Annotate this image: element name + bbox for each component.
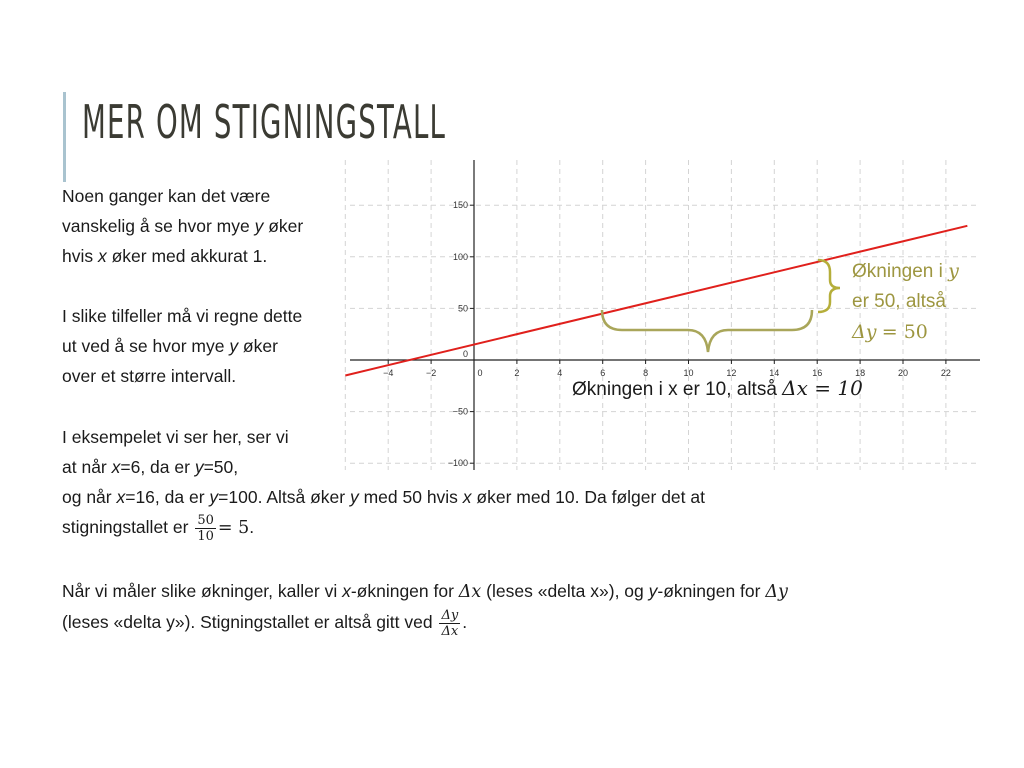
text-segment: =50, xyxy=(203,457,239,477)
fraction-denominator: 10 xyxy=(197,528,214,544)
math-expression: = 5 xyxy=(217,518,250,538)
x-tick-label: 12 xyxy=(726,368,737,378)
text-segment: I eksempelet vi ser her, ser vi xyxy=(62,427,289,447)
text-segment: -økningen for xyxy=(657,581,766,601)
math-variable: x xyxy=(97,246,107,266)
text-segment: stigningstallet er xyxy=(62,517,194,537)
y-tick-label: 100 xyxy=(452,251,468,262)
x-tick-label: 22 xyxy=(940,368,951,378)
y-tick-label: −50 xyxy=(452,406,468,417)
text-segment: . xyxy=(249,517,255,537)
x-tick-label: 4 xyxy=(557,368,563,378)
x-tick-label: 10 xyxy=(683,368,694,378)
text-segment: Noen ganger kan det være xyxy=(62,186,271,206)
text-segment: øker med 10. Da følger det at xyxy=(471,487,705,507)
dx-annotation xyxy=(572,376,863,401)
x-tick-label: 16 xyxy=(812,368,823,378)
text-segment: med 50 hvis xyxy=(358,487,463,507)
text-segment: ut ved å se hvor mye xyxy=(62,336,230,356)
x-tick-label: 0 xyxy=(477,368,483,378)
text-segment: øker xyxy=(238,336,278,356)
dy-brace xyxy=(818,260,840,312)
math-variable: y xyxy=(648,581,658,601)
math-variable: x xyxy=(462,487,472,507)
text-segment: øker xyxy=(263,216,304,236)
text-segment: =100. Altså øker xyxy=(218,487,350,507)
x-tick-label: −4 xyxy=(383,368,394,378)
y-tick-label: 150 xyxy=(452,200,468,211)
text-segment: over et større intervall. xyxy=(62,366,237,386)
dx-math: Δx = 10 xyxy=(782,376,863,400)
dy-line-2: er 50, altså xyxy=(852,291,946,312)
text-segment: og når xyxy=(62,487,117,507)
math-variable: y xyxy=(254,216,264,236)
text-segment: at når xyxy=(62,457,112,477)
y-tick-label: −100 xyxy=(447,458,468,469)
math-variable: x xyxy=(342,581,351,601)
math-variable: y xyxy=(209,487,219,507)
text-segment: =6, da er xyxy=(120,457,195,477)
x-tick-label: 6 xyxy=(600,368,606,378)
math-expression: Δx xyxy=(458,582,482,602)
text-segment: =16, da er xyxy=(125,487,210,507)
text-segment: øker med akkurat 1. xyxy=(106,246,268,266)
y-tick-label: 50 xyxy=(457,303,468,314)
text-segment: hvis xyxy=(62,246,98,266)
x-tick-label: 14 xyxy=(769,368,780,378)
math-expression: Δy xyxy=(765,582,788,602)
text-segment: vanskelig å se hvor mye xyxy=(62,216,255,236)
text-segment: I slike tilfeller må vi regne dette xyxy=(62,306,303,326)
x-tick-label: 20 xyxy=(897,368,909,378)
math-variable: x xyxy=(111,457,121,477)
math-variable: y xyxy=(349,487,359,507)
dy-var: y xyxy=(948,260,959,282)
fraction-numerator: 50 xyxy=(197,512,214,528)
math-variable: x xyxy=(116,487,126,507)
text-segment: Når vi måler slike økninger, kaller vi xyxy=(62,581,343,601)
dy-line-1: Økningen i xyxy=(852,261,949,282)
dy-delta: Δy xyxy=(852,321,877,343)
text-segment: (leses «delta x»), og xyxy=(481,581,649,601)
text-segment: . xyxy=(462,612,468,632)
x-tick-label: −2 xyxy=(425,368,437,378)
math-variable: y xyxy=(194,457,204,477)
dx-brace xyxy=(602,310,812,352)
slide-title: MER OM STIGNINGSTALL xyxy=(82,95,447,149)
fraction-numerator: Δy xyxy=(441,607,459,623)
x-tick-label: 18 xyxy=(855,368,866,378)
text-segment: -økningen for xyxy=(350,581,459,601)
math-variable: y xyxy=(229,336,239,356)
dy-line-3: = 50 xyxy=(881,321,928,343)
y-tick-label: 0 xyxy=(462,349,468,359)
x-tick-label: 2 xyxy=(514,368,520,378)
dx-text: Økningen i x er 10, altså xyxy=(572,379,783,400)
x-tick-label: 8 xyxy=(643,368,649,378)
fraction-denominator: Δx xyxy=(441,623,459,639)
dy-annotation xyxy=(852,256,959,348)
text-segment: (leses «delta y»). Stigningstallet er altså gitt ved xyxy=(62,612,438,632)
